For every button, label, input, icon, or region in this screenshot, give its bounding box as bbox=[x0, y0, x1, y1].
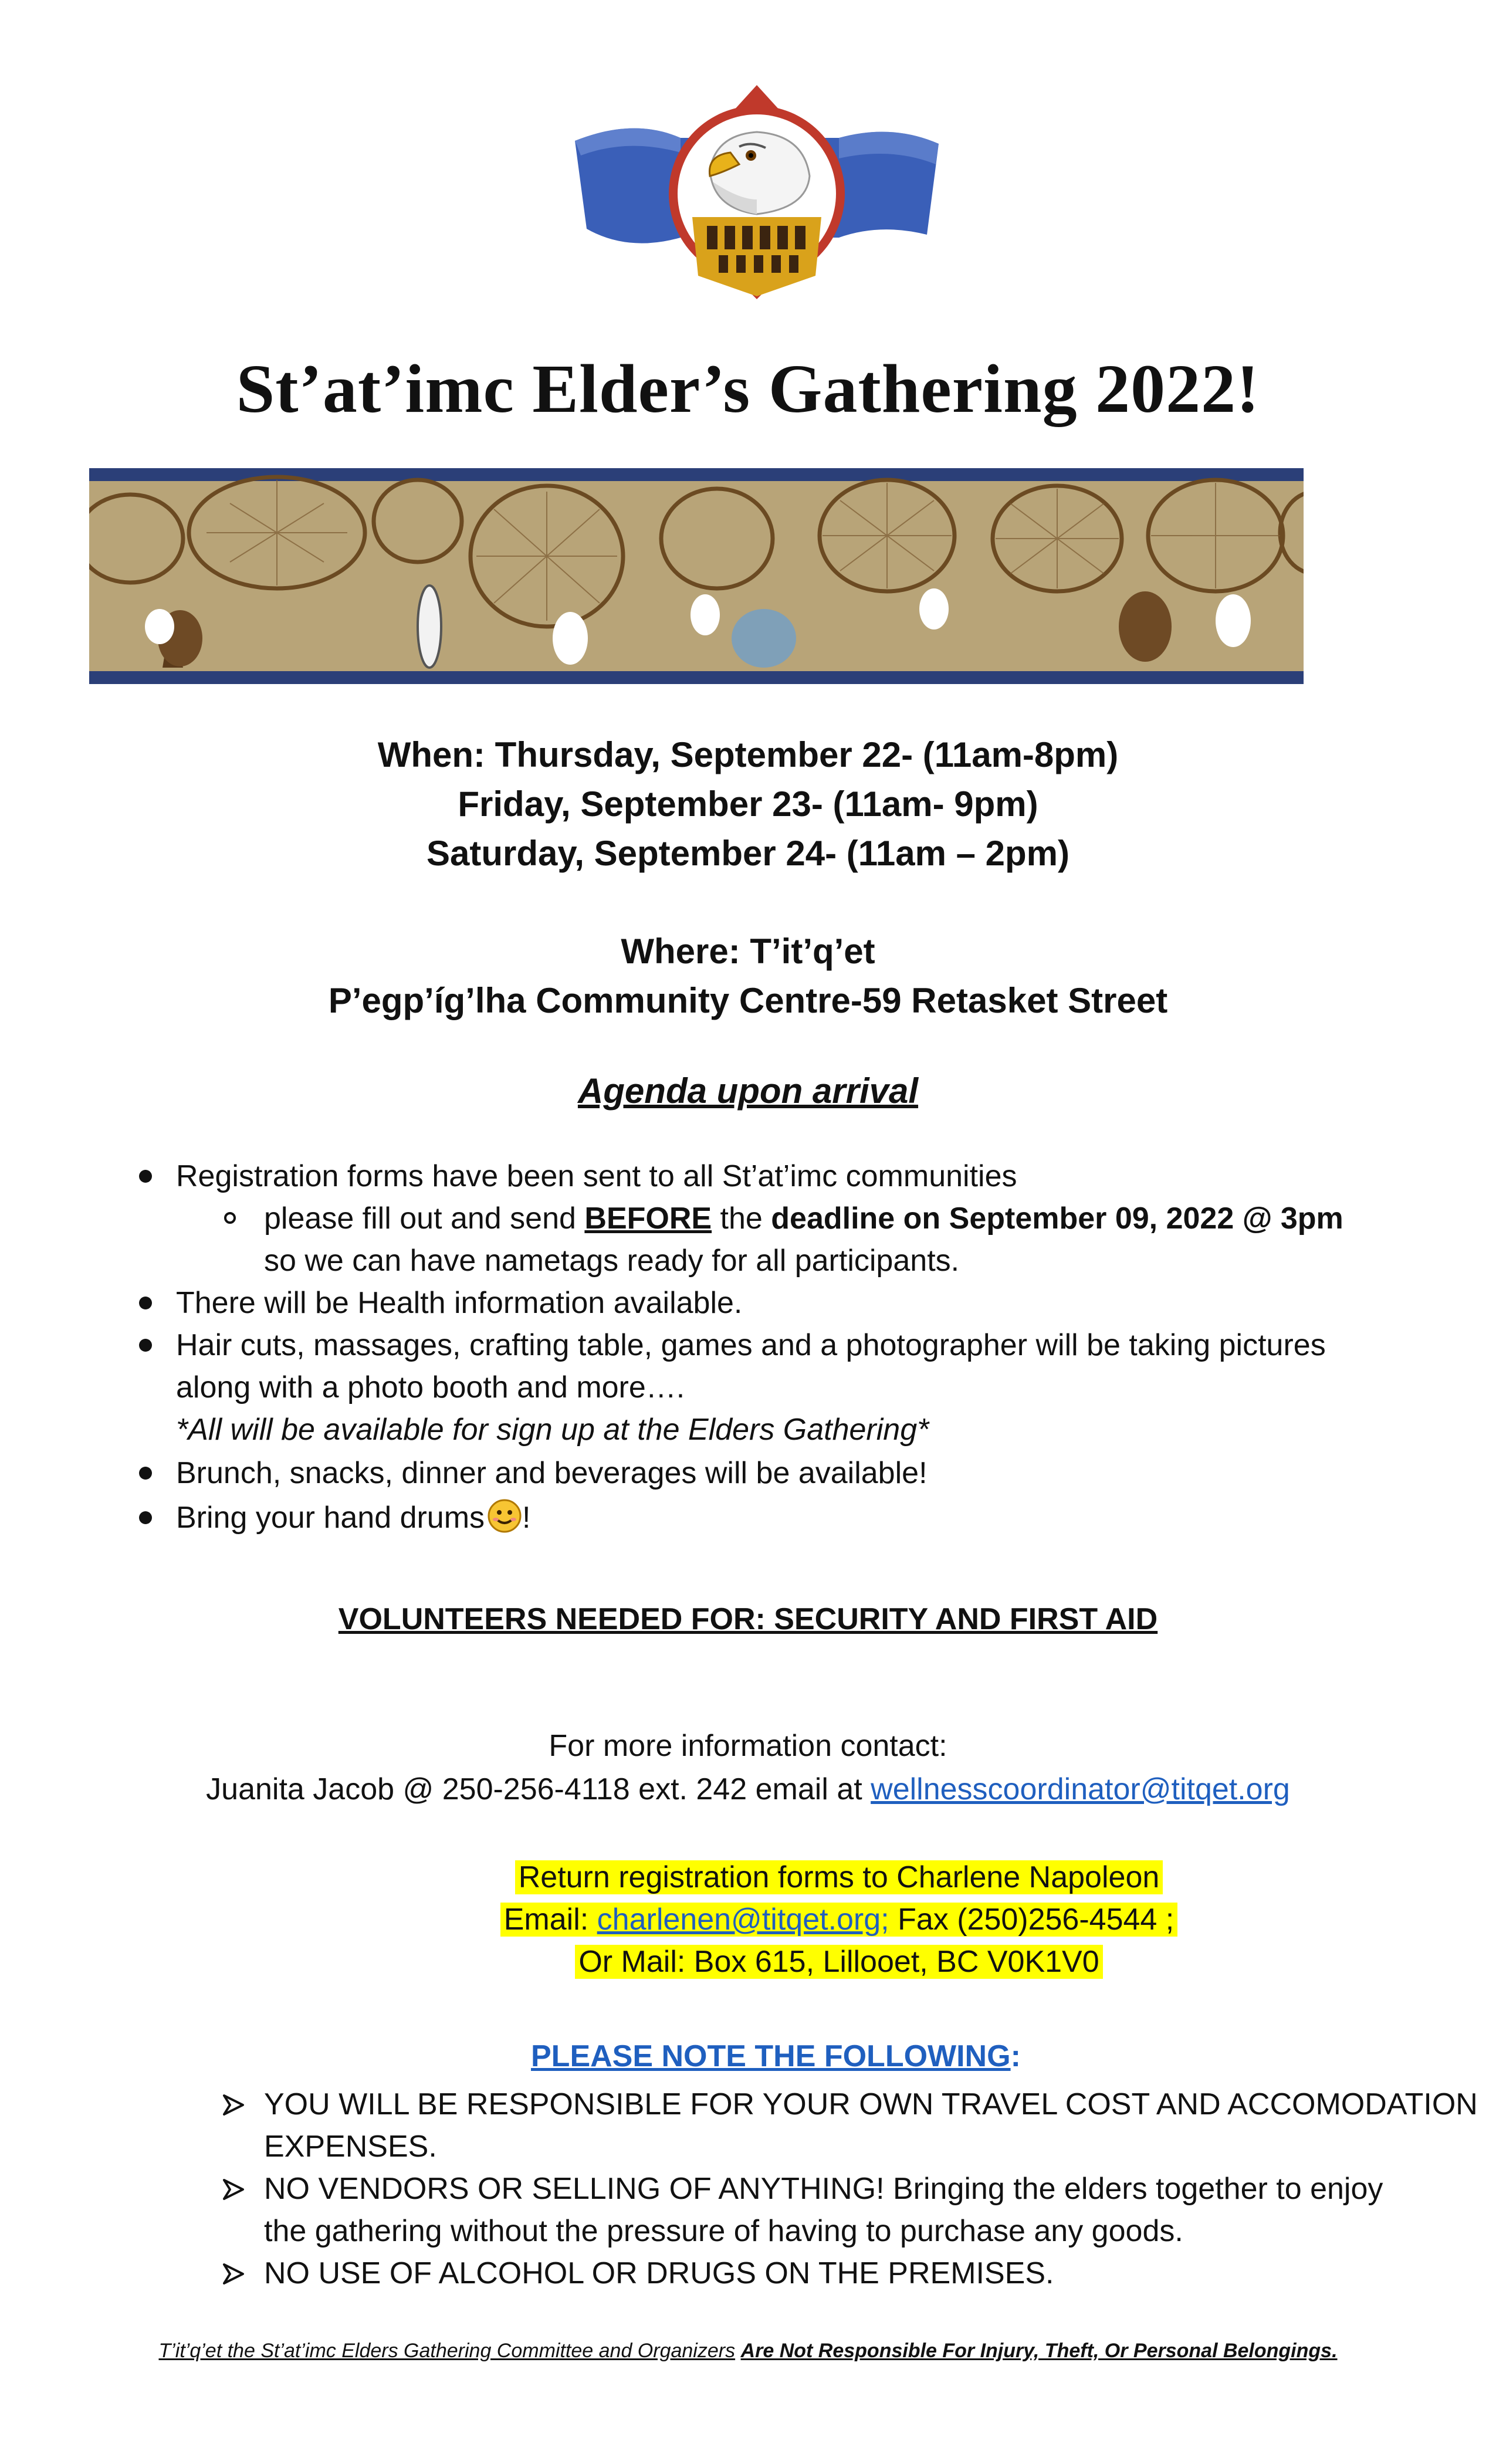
list-item: Registration forms have been sent to all St’at’imc communities bbox=[176, 1159, 1017, 1193]
note-item-continued: the gathering without the pressure of having to purchase any goods. bbox=[264, 2214, 1183, 2248]
disclaimer-footer bbox=[88, 2340, 1408, 2363]
return-line-1: Return registration forms to Charlene Napoleon bbox=[515, 1860, 1163, 1894]
bullet-circle-icon bbox=[224, 1212, 236, 1224]
contact-details bbox=[0, 1772, 1496, 1807]
when-block bbox=[0, 730, 1496, 878]
sub-list-item-continued: so we can have nametags ready for all participants. bbox=[264, 1244, 960, 1278]
fax-text: Fax (250)256-4544 ; bbox=[889, 1903, 1175, 1937]
where-line-2: P’egp’íg’lha Community Centre-59 Retasket Street bbox=[328, 981, 1168, 1020]
drums-exclaim: ! bbox=[522, 1501, 531, 1535]
list-item: Brunch, snacks, dinner and beverages will be available! bbox=[176, 1456, 928, 1490]
note-item-continued: EXPENSES. bbox=[264, 2130, 437, 2164]
before-emphasis: BEFORE bbox=[584, 1201, 712, 1236]
smiley-face-icon bbox=[487, 1498, 522, 1534]
list-item-continued: along with a photo booth and more…. bbox=[176, 1370, 685, 1404]
sign-up-note: *All will be available for sign up at the Elders Gathering* bbox=[176, 1413, 929, 1447]
return-forms-block bbox=[0, 1856, 1496, 1983]
bullet-dot-icon bbox=[139, 1511, 152, 1524]
where-line-1: Where: T’it’q’et bbox=[621, 932, 875, 971]
sub-item-text-mid: the bbox=[712, 1201, 771, 1236]
please-note-text: PLEASE NOTE THE FOLLOWING bbox=[531, 2039, 1011, 2073]
wellness-email-link[interactable]: wellnesscoordinator@titqet.org bbox=[871, 1772, 1290, 1806]
return-line-3: Or Mail: Box 615, Lillooet, BC V0K1V0 bbox=[575, 1945, 1102, 1979]
when-line-1: When: Thursday, September 22- (11am-8pm) bbox=[377, 735, 1119, 774]
agenda-heading: Agenda upon arrival bbox=[577, 1071, 919, 1111]
note-item: NO VENDORS OR SELLING OF ANYTHING! Bringing the elders together to enjoy bbox=[264, 2172, 1383, 2206]
when-line-2: Friday, September 23- (11am- 9pm) bbox=[458, 784, 1038, 824]
deadline-emphasis: deadline on September 09, 2022 @ 3pm bbox=[771, 1201, 1343, 1236]
drums-text: Bring your hand drums bbox=[176, 1501, 485, 1535]
sub-list-item bbox=[264, 1197, 1343, 1240]
please-note-colon: : bbox=[1010, 2039, 1021, 2073]
bullet-dot-icon bbox=[139, 1170, 152, 1183]
email-label: Email: bbox=[503, 1903, 597, 1937]
note-item: NO USE OF ALCOHOL OR DRUGS ON THE PREMISES. bbox=[264, 2256, 1054, 2290]
arrowhead-bullet-icon bbox=[222, 2262, 245, 2286]
arrowhead-bullet-icon bbox=[222, 2178, 245, 2201]
sub-item-text: please fill out and send bbox=[264, 1201, 585, 1236]
list-item: Hair cuts, massages, crafting table, games and a photographer will be taking pictures bbox=[176, 1328, 1326, 1362]
please-note-heading bbox=[531, 2039, 1021, 2074]
footer-disclaimer: Are Not Responsible For Injury, Theft, Or Personal Belongings. bbox=[740, 2340, 1338, 2362]
contact-heading: For more information contact: bbox=[549, 1729, 947, 1763]
footer-organizers: T’it’q’et the St’at’imc Elders Gathering Committee and Organizers bbox=[158, 2340, 736, 2362]
contact-text: Juanita Jacob @ 250-256-4118 ext. 242 email at bbox=[206, 1772, 871, 1806]
eagle-flag-logo-icon bbox=[563, 82, 950, 305]
bullet-dot-icon bbox=[139, 1297, 152, 1309]
volunteers-heading: VOLUNTEERS NEEDED FOR: SECURITY AND FIRST AID bbox=[338, 1602, 1158, 1636]
list-item: There will be Health information available. bbox=[176, 1286, 743, 1320]
bullet-dot-icon bbox=[139, 1467, 152, 1480]
return-line-2 bbox=[500, 1903, 1178, 1937]
dreamcatcher-banner bbox=[89, 468, 1304, 684]
where-block bbox=[0, 927, 1496, 1025]
when-line-3: Saturday, September 24- (11am – 2pm) bbox=[427, 834, 1069, 873]
charlene-email-link[interactable]: charlenen@titqet.org; bbox=[597, 1903, 889, 1937]
arrowhead-bullet-icon bbox=[222, 2093, 245, 2117]
note-item: YOU WILL BE RESPONSIBLE FOR YOUR OWN TRAVEL COST AND ACCOMODATION bbox=[264, 2087, 1478, 2121]
page-title: St’at’imc Elder’s Gathering 2022! bbox=[236, 350, 1260, 427]
bullet-dot-icon bbox=[139, 1339, 152, 1352]
list-item bbox=[176, 1496, 531, 1539]
